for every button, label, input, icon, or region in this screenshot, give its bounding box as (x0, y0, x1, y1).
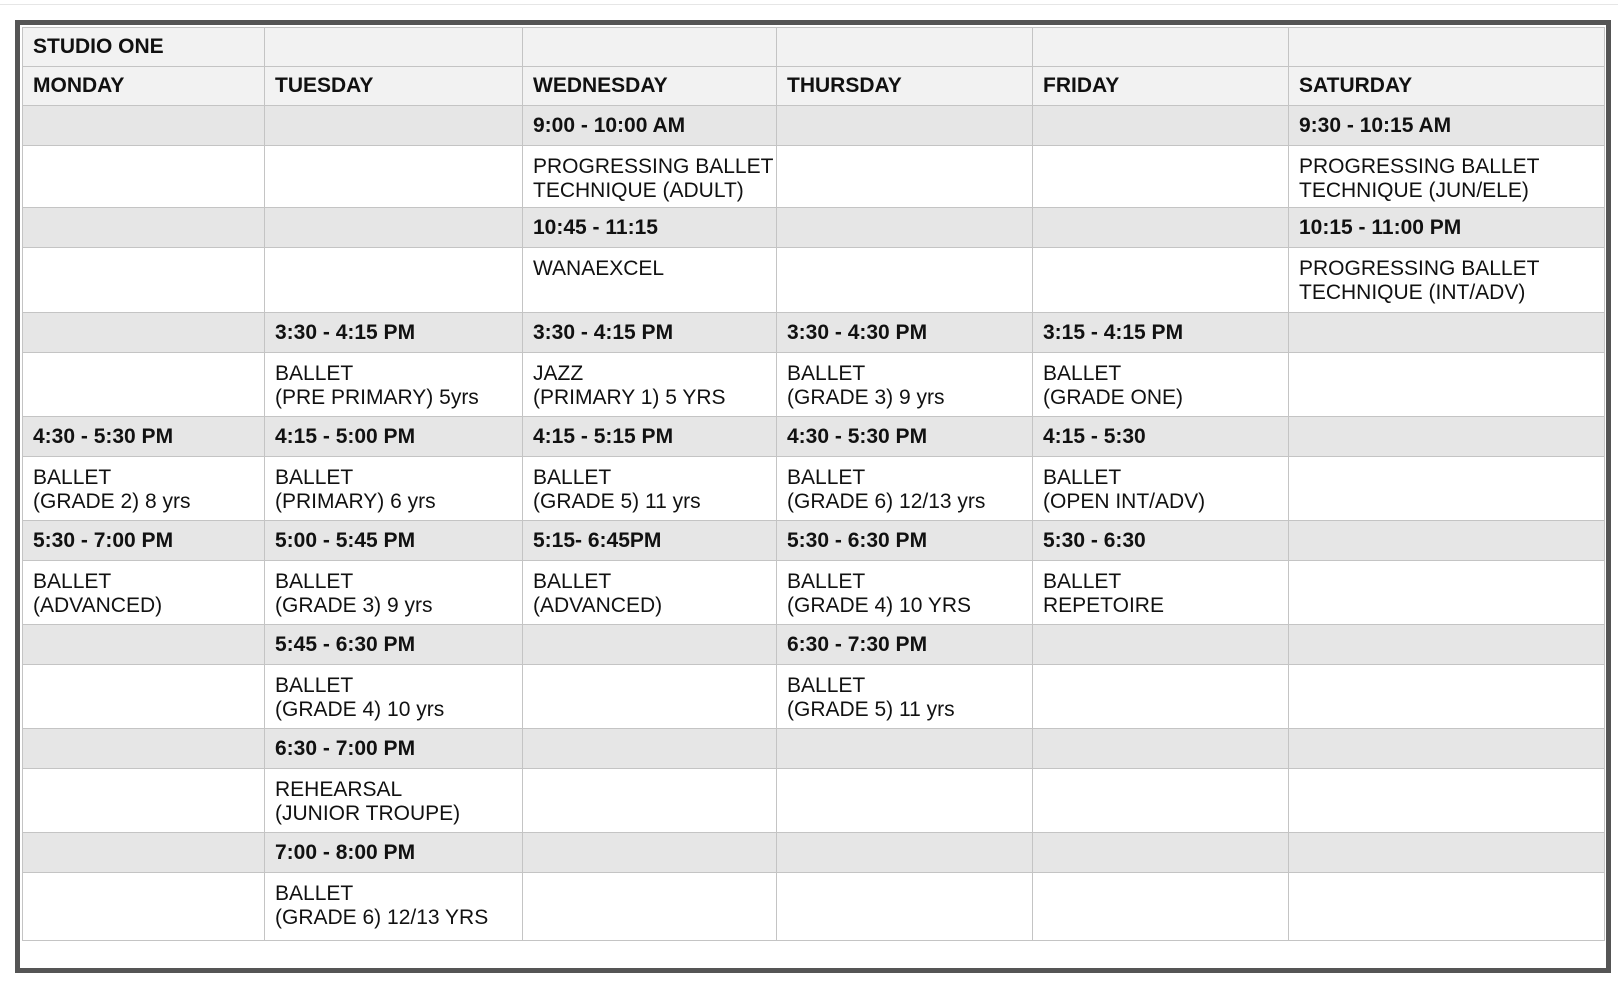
class-cell (1033, 873, 1289, 941)
time-slot-cell (265, 106, 523, 146)
class-cell (777, 146, 1033, 208)
class-text-line: JAZZ (533, 362, 584, 385)
class-cell (23, 353, 265, 417)
class-text-line: (GRADE 5) 11 yrs (787, 698, 955, 721)
class-cell (265, 248, 523, 313)
time-slot-row (23, 106, 1605, 146)
class-cell (523, 146, 777, 208)
class-text-line: PROGRESSING BALLET (1299, 155, 1540, 178)
class-text-line: (GRADE ONE) (1043, 386, 1184, 409)
class-text-line: (OPEN INT/ADV) (1043, 490, 1206, 513)
time-slot-cell (777, 833, 1033, 873)
class-text-line: (PRIMARY 1) 5 YRS (533, 386, 726, 409)
time-slot-cell: 4:15 - 5:30 (1033, 417, 1289, 457)
time-slot-cell: 3:15 - 4:15 PM (1033, 313, 1289, 353)
class-cell (777, 457, 1033, 521)
time-slot-row (23, 833, 1605, 873)
schedule-frame (15, 20, 1611, 973)
time-slot-row (23, 521, 1605, 561)
class-cell (23, 457, 265, 521)
class-text-line: BALLET (533, 466, 612, 489)
class-cell (777, 561, 1033, 625)
day-header-saturday: SATURDAY (1289, 67, 1605, 106)
class-text-line: (ADVANCED) (533, 594, 663, 617)
class-cell (1033, 665, 1289, 729)
class-cell (777, 665, 1033, 729)
class-cell (23, 665, 265, 729)
class-text-line: (PRE PRIMARY) 5yrs (275, 386, 479, 409)
class-text-line: (JUNIOR TROUPE) (275, 802, 461, 825)
class-text-line: TECHNIQUE (INT/ADV) (1299, 281, 1526, 304)
class-cell (777, 248, 1033, 313)
class-text-line: WANAEXCEL (533, 257, 665, 280)
class-row (23, 146, 1605, 208)
class-cell (23, 248, 265, 313)
class-cell (777, 769, 1033, 833)
class-cell (1289, 353, 1605, 417)
time-slot-cell (777, 106, 1033, 146)
class-text-line: TECHNIQUE (JUN/ELE) (1299, 179, 1529, 202)
class-cell (523, 561, 777, 625)
time-slot-cell: 6:30 - 7:00 PM (265, 729, 523, 769)
time-slot-cell (1033, 106, 1289, 146)
class-cell (1033, 353, 1289, 417)
time-slot-cell: 9:00 - 10:00 AM (523, 106, 777, 146)
class-text-line: PROGRESSING BALLET (533, 155, 774, 178)
time-slot-cell (23, 833, 265, 873)
class-text-line: BALLET (787, 466, 866, 489)
class-cell (1289, 665, 1605, 729)
studio-title: STUDIO ONE (23, 28, 265, 67)
class-cell (523, 248, 777, 313)
time-slot-cell: 4:15 - 5:15 PM (523, 417, 777, 457)
class-row (23, 873, 1605, 941)
studio-row (23, 28, 1605, 67)
class-text-line: BALLET (275, 362, 354, 385)
class-cell (523, 457, 777, 521)
class-cell (265, 873, 523, 941)
class-cell (1033, 457, 1289, 521)
class-cell (265, 561, 523, 625)
time-slot-cell: 3:30 - 4:15 PM (265, 313, 523, 353)
time-slot-cell (1289, 521, 1605, 561)
class-row (23, 353, 1605, 417)
class-cell (265, 665, 523, 729)
day-header-row (23, 67, 1605, 106)
class-text-line: PROGRESSING BALLET (1299, 257, 1540, 280)
class-cell (777, 353, 1033, 417)
time-slot-cell: 3:30 - 4:15 PM (523, 313, 777, 353)
class-text-line: REPETOIRE (1043, 594, 1164, 617)
time-slot-cell: 5:15- 6:45PM (523, 521, 777, 561)
time-slot-cell (23, 625, 265, 665)
class-text-line: REHEARSAL (275, 778, 403, 801)
class-cell (523, 665, 777, 729)
time-slot-cell: 10:45 - 11:15 (523, 208, 777, 248)
time-slot-cell: 10:15 - 11:00 PM (1289, 208, 1605, 248)
class-cell (265, 457, 523, 521)
class-text-line: (GRADE 5) 11 yrs (533, 490, 701, 513)
class-text-line: (GRADE 3) 9 yrs (787, 386, 945, 409)
time-slot-row (23, 208, 1605, 248)
class-cell (1033, 769, 1289, 833)
class-text-line: BALLET (1043, 570, 1122, 593)
time-slot-cell: 5:30 - 6:30 PM (777, 521, 1033, 561)
class-text-line: (GRADE 4) 10 YRS (787, 594, 972, 617)
time-slot-cell (1033, 625, 1289, 665)
time-slot-cell (523, 729, 777, 769)
class-text-line: (GRADE 3) 9 yrs (275, 594, 433, 617)
class-cell (1033, 146, 1289, 208)
class-text-line: BALLET (275, 570, 354, 593)
time-slot-cell (1289, 833, 1605, 873)
class-text-line: (GRADE 4) 10 yrs (275, 698, 445, 721)
time-slot-cell: 4:30 - 5:30 PM (23, 417, 265, 457)
time-slot-cell: 5:30 - 6:30 (1033, 521, 1289, 561)
class-text-line: BALLET (275, 466, 354, 489)
class-cell (1289, 146, 1605, 208)
time-slot-cell (23, 729, 265, 769)
class-cell (23, 561, 265, 625)
studio-schedule-table (22, 27, 1605, 941)
class-cell (1289, 457, 1605, 521)
class-cell (1033, 248, 1289, 313)
class-cell (1289, 769, 1605, 833)
time-slot-cell: 5:45 - 6:30 PM (265, 625, 523, 665)
class-text-line: (ADVANCED) (33, 594, 163, 617)
class-cell (1289, 873, 1605, 941)
time-slot-cell: 5:30 - 7:00 PM (23, 521, 265, 561)
class-row (23, 769, 1605, 833)
class-text-line: (GRADE 2) 8 yrs (33, 490, 191, 513)
time-slot-row (23, 729, 1605, 769)
day-header-thursday: THURSDAY (777, 67, 1033, 106)
class-row (23, 665, 1605, 729)
time-slot-cell (1033, 833, 1289, 873)
class-cell (23, 769, 265, 833)
time-slot-cell: 4:15 - 5:00 PM (265, 417, 523, 457)
time-slot-cell: 4:30 - 5:30 PM (777, 417, 1033, 457)
class-cell (1033, 561, 1289, 625)
time-slot-row (23, 313, 1605, 353)
time-slot-cell (23, 208, 265, 248)
class-row (23, 561, 1605, 625)
time-slot-cell (1289, 417, 1605, 457)
class-text-line: BALLET (33, 570, 112, 593)
class-cell (1289, 561, 1605, 625)
day-header-monday: MONDAY (23, 67, 265, 106)
class-text-line: (GRADE 6) 12/13 YRS (275, 906, 489, 929)
class-cell (777, 873, 1033, 941)
class-text-line: BALLET (533, 570, 612, 593)
time-slot-row (23, 417, 1605, 457)
day-header-tuesday: TUESDAY (265, 67, 523, 106)
time-slot-cell: 7:00 - 8:00 PM (265, 833, 523, 873)
class-cell (23, 873, 265, 941)
time-slot-cell: 6:30 - 7:30 PM (777, 625, 1033, 665)
time-slot-cell (777, 729, 1033, 769)
class-text-line: BALLET (275, 882, 354, 905)
class-cell (523, 873, 777, 941)
time-slot-cell (1289, 729, 1605, 769)
class-text-line: BALLET (787, 674, 866, 697)
class-row (23, 248, 1605, 313)
day-header-wednesday: WEDNESDAY (523, 67, 777, 106)
class-text-line: BALLET (33, 466, 112, 489)
class-text-line: BALLET (787, 362, 866, 385)
top-divider (0, 4, 1618, 5)
time-slot-row (23, 625, 1605, 665)
class-text-line: TECHNIQUE (ADULT) (533, 179, 744, 202)
class-text-line: (PRIMARY) 6 yrs (275, 490, 436, 513)
class-cell (265, 353, 523, 417)
class-cell (523, 769, 777, 833)
class-text-line: BALLET (1043, 362, 1122, 385)
time-slot-cell: 3:30 - 4:30 PM (777, 313, 1033, 353)
class-row (23, 457, 1605, 521)
time-slot-cell (23, 106, 265, 146)
class-text-line: BALLET (275, 674, 354, 697)
class-cell (265, 146, 523, 208)
time-slot-cell: 5:00 - 5:45 PM (265, 521, 523, 561)
class-cell (523, 353, 777, 417)
time-slot-cell (1289, 625, 1605, 665)
time-slot-cell (1033, 729, 1289, 769)
time-slot-cell (23, 313, 265, 353)
time-slot-cell (1033, 208, 1289, 248)
time-slot-cell (777, 208, 1033, 248)
class-text-line: BALLET (1043, 466, 1122, 489)
time-slot-cell (265, 208, 523, 248)
class-cell (23, 146, 265, 208)
time-slot-cell (523, 625, 777, 665)
time-slot-cell (1289, 313, 1605, 353)
time-slot-cell (523, 833, 777, 873)
class-cell (1289, 248, 1605, 313)
class-cell (265, 769, 523, 833)
class-text-line: BALLET (787, 570, 866, 593)
day-header-friday: FRIDAY (1033, 67, 1289, 106)
time-slot-cell: 9:30 - 10:15 AM (1289, 106, 1605, 146)
class-text-line: (GRADE 6) 12/13 yrs (787, 490, 986, 513)
